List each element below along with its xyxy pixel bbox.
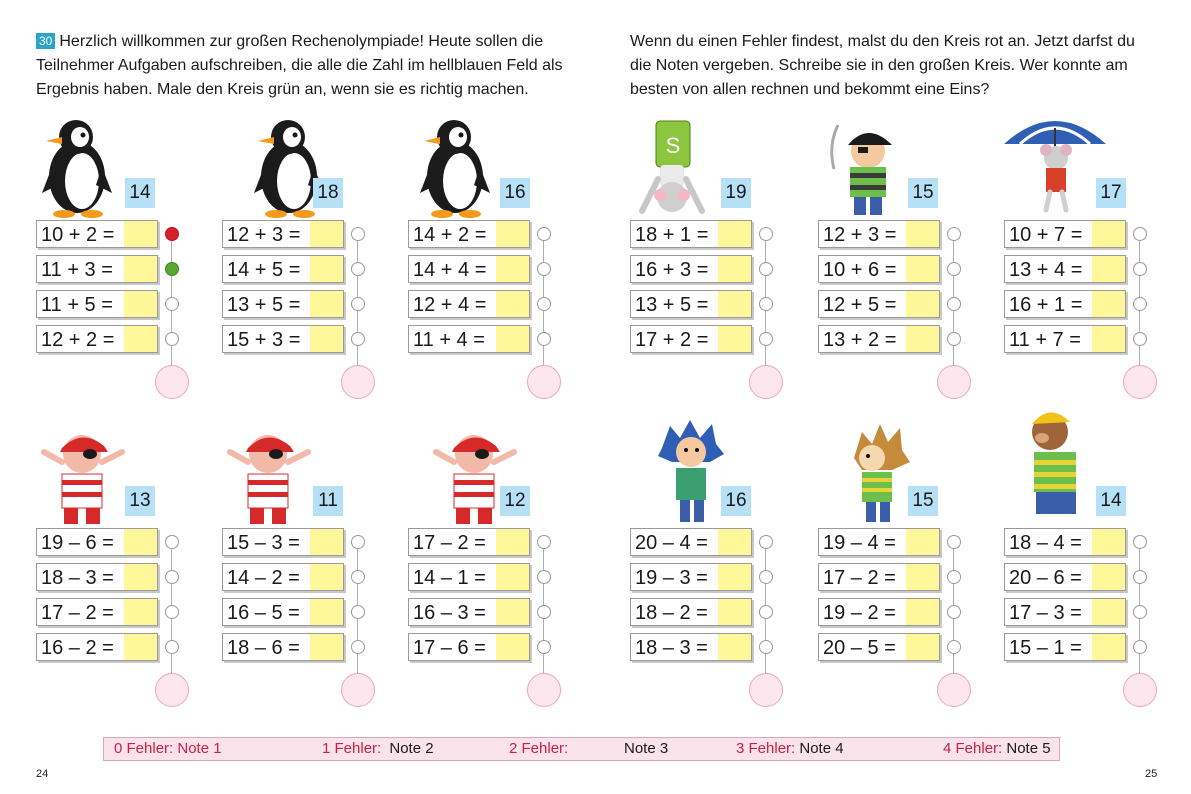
answer-field[interactable]	[310, 634, 343, 660]
penguin-icon	[248, 115, 330, 225]
answer-field[interactable]	[1092, 634, 1125, 660]
check-circle-empty[interactable]	[537, 297, 551, 311]
equation-text: 18 – 3 =	[41, 567, 114, 589]
answer-field[interactable]	[496, 634, 529, 660]
task-number-badge: 30	[36, 33, 55, 49]
equation-row	[1004, 255, 1126, 283]
equation-row	[818, 325, 940, 353]
answer-field[interactable]	[496, 291, 529, 317]
equation-text: 16 – 3 =	[413, 602, 486, 624]
equation-text: 11 + 3 =	[41, 259, 113, 281]
check-circle-empty[interactable]	[537, 640, 551, 654]
target-number: 15	[908, 178, 938, 208]
check-circle-empty[interactable]	[947, 297, 961, 311]
check-circle-empty[interactable]	[351, 297, 365, 311]
answer-field[interactable]	[718, 256, 751, 282]
equation-row	[36, 563, 158, 591]
check-circle-empty[interactable]	[947, 332, 961, 346]
grade-circle[interactable]	[155, 365, 189, 399]
equation-row	[222, 528, 344, 556]
equation-text: 13 + 4 =	[1009, 259, 1083, 281]
pirate-boy-icon	[818, 115, 910, 225]
answer-field[interactable]	[124, 291, 157, 317]
equation-row	[818, 633, 940, 661]
equation-row	[408, 290, 530, 318]
equation-text: 14 – 1 =	[413, 567, 486, 589]
equation-row	[630, 220, 752, 248]
check-circle-empty[interactable]	[165, 640, 179, 654]
mouse-handstand-icon	[630, 115, 712, 225]
equation-row	[1004, 563, 1126, 591]
answer-field[interactable]	[310, 221, 343, 247]
answer-field[interactable]	[124, 634, 157, 660]
equation-text: 10 + 2 =	[41, 224, 115, 246]
equation-text: 16 – 2 =	[41, 637, 114, 659]
check-circle-empty[interactable]	[1133, 570, 1147, 584]
equation-text: 18 + 1 =	[635, 224, 709, 246]
equation-text: 14 + 4 =	[413, 259, 487, 281]
target-number: 12	[500, 486, 530, 516]
check-circle-empty[interactable]	[759, 605, 773, 619]
grade-circle[interactable]	[1123, 365, 1157, 399]
check-circle-empty[interactable]	[351, 262, 365, 276]
check-circle-empty[interactable]	[759, 640, 773, 654]
equation-text: 18 – 2 =	[635, 602, 708, 624]
check-circle-empty[interactable]	[759, 262, 773, 276]
answer-field[interactable]	[124, 599, 157, 625]
target-number: 18	[313, 178, 343, 208]
check-circle-empty[interactable]	[947, 570, 961, 584]
equation-row	[222, 598, 344, 626]
equation-row	[1004, 633, 1126, 661]
grade-2-value: Note 3	[624, 740, 669, 757]
answer-field[interactable]	[718, 599, 751, 625]
target-number: 11	[313, 486, 343, 516]
check-circle-empty[interactable]	[947, 640, 961, 654]
equation-row	[36, 325, 158, 353]
check-circle-empty[interactable]	[351, 570, 365, 584]
check-circle-empty[interactable]	[947, 605, 961, 619]
penguin-icon	[36, 115, 118, 225]
check-circle-empty[interactable]	[537, 227, 551, 241]
equation-row	[818, 563, 940, 591]
equation-text: 17 – 3 =	[1009, 602, 1082, 624]
grade-circle[interactable]	[749, 673, 783, 707]
equation-row	[36, 598, 158, 626]
grade-circle[interactable]	[341, 365, 375, 399]
answer-field[interactable]	[310, 564, 343, 590]
check-circle-empty[interactable]	[1133, 332, 1147, 346]
grade-circle[interactable]	[1123, 673, 1157, 707]
check-circle-empty[interactable]	[351, 605, 365, 619]
answer-field[interactable]	[1092, 529, 1125, 555]
answer-field[interactable]	[718, 529, 751, 555]
check-circle-empty[interactable]	[351, 227, 365, 241]
equation-text: 16 + 1 =	[1009, 294, 1083, 316]
equation-text: 18 – 6 =	[227, 637, 300, 659]
equation-text: 15 – 1 =	[1009, 637, 1082, 659]
answer-field[interactable]	[906, 529, 939, 555]
equation-text: 17 – 6 =	[413, 637, 486, 659]
check-circle-empty[interactable]	[947, 227, 961, 241]
grade-3: 3 Fehler: Note 4	[736, 740, 844, 757]
equation-row	[630, 563, 752, 591]
check-circle-empty[interactable]	[1133, 227, 1147, 241]
equation-row	[222, 325, 344, 353]
check-circle-empty[interactable]	[759, 297, 773, 311]
equation-row	[630, 255, 752, 283]
answer-field[interactable]	[1092, 599, 1125, 625]
equation-row	[408, 528, 530, 556]
equation-row	[36, 220, 158, 248]
equation-row	[630, 528, 752, 556]
intro-left-text: Herzlich willkommen zur großen Rechenolympiade! Heute sollen die Teilnehmer Aufgaben aufschreiben, die alle die Zahl im hellblauen Feld als Ergebnis haben. Male den Kreis grün an, wenn sie es richtig machen.	[36, 33, 563, 98]
answer-field[interactable]	[906, 564, 939, 590]
equation-row	[408, 255, 530, 283]
answer-field[interactable]	[906, 599, 939, 625]
answer-field[interactable]	[906, 634, 939, 660]
hedgehog-girl-icon	[650, 418, 732, 533]
equation-text: 15 + 3 =	[227, 329, 301, 351]
equation-text: 13 + 5 =	[635, 294, 709, 316]
check-circle-empty[interactable]	[947, 535, 961, 549]
equation-text: 11 + 5 =	[41, 294, 113, 316]
equation-row	[408, 220, 530, 248]
page-number-right: 25	[1145, 768, 1158, 780]
target-number: 14	[1096, 486, 1126, 516]
target-number: 17	[1096, 178, 1126, 208]
check-circle-empty[interactable]	[537, 535, 551, 549]
answer-field[interactable]	[124, 529, 157, 555]
equation-row	[630, 290, 752, 318]
equation-row	[408, 633, 530, 661]
check-circle-green[interactable]	[165, 262, 179, 276]
equation-row	[36, 255, 158, 283]
bear-icon	[1014, 404, 1096, 529]
check-circle-empty[interactable]	[537, 332, 551, 346]
pirate-pig-icon	[218, 422, 318, 532]
check-circle-empty[interactable]	[165, 535, 179, 549]
target-number: 14	[125, 178, 155, 208]
target-number: 16	[500, 178, 530, 208]
check-circle-empty[interactable]	[759, 535, 773, 549]
intro-text-left	[36, 30, 576, 102]
grading-bar	[103, 737, 1060, 761]
check-circle-empty[interactable]	[1133, 640, 1147, 654]
equation-row	[1004, 325, 1126, 353]
target-number: 19	[721, 178, 751, 208]
check-circle-empty[interactable]	[759, 227, 773, 241]
answer-field[interactable]	[1092, 326, 1125, 352]
check-circle-empty[interactable]	[165, 570, 179, 584]
check-circle-red[interactable]	[165, 227, 179, 241]
answer-field[interactable]	[906, 326, 939, 352]
grade-circle[interactable]	[937, 673, 971, 707]
check-circle-empty[interactable]	[351, 332, 365, 346]
check-circle-empty[interactable]	[759, 570, 773, 584]
answer-field[interactable]	[906, 221, 939, 247]
equation-text: 12 + 4 =	[413, 294, 487, 316]
target-number: 13	[125, 486, 155, 516]
equation-row	[1004, 598, 1126, 626]
equation-text: 12 + 5 =	[823, 294, 897, 316]
grade-1: 1 Fehler: Note 2	[322, 740, 434, 757]
check-circle-empty[interactable]	[537, 605, 551, 619]
answer-field[interactable]	[310, 326, 343, 352]
equation-text: 13 + 2 =	[823, 329, 897, 351]
svg-text:S: S	[665, 133, 681, 158]
check-circle-empty[interactable]	[1133, 605, 1147, 619]
equation-text: 16 + 3 =	[635, 259, 709, 281]
mouse-umbrella-icon	[1000, 108, 1110, 218]
equation-text: 20 – 5 =	[823, 637, 896, 659]
equation-row	[1004, 220, 1126, 248]
answer-field[interactable]	[310, 291, 343, 317]
answer-field[interactable]	[496, 221, 529, 247]
answer-field[interactable]	[496, 599, 529, 625]
answer-field[interactable]	[906, 291, 939, 317]
answer-field[interactable]	[124, 221, 157, 247]
intro-text-right: Wenn du einen Fehler findest, malst du den Kreis rot an. Jetzt darfst du die Noten vergeben. Schreibe sie in den großen Kreis. Wer konnte am besten von allen rechnen und bekommt eine Eins?	[630, 33, 1135, 98]
check-circle-empty[interactable]	[947, 262, 961, 276]
equation-text: 18 – 4 =	[1009, 532, 1082, 554]
answer-field[interactable]	[496, 326, 529, 352]
equation-text: 10 + 6 =	[823, 259, 897, 281]
answer-field[interactable]	[124, 564, 157, 590]
answer-field[interactable]	[718, 221, 751, 247]
target-number: 15	[908, 486, 938, 516]
equation-text: 12 + 3 =	[227, 224, 301, 246]
check-circle-empty[interactable]	[1133, 262, 1147, 276]
equation-row	[408, 598, 530, 626]
answer-field[interactable]	[124, 326, 157, 352]
answer-field[interactable]	[1092, 256, 1125, 282]
answer-field[interactable]	[310, 256, 343, 282]
equation-row	[36, 633, 158, 661]
equation-text: 10 + 7 =	[1009, 224, 1083, 246]
grade-4: 4 Fehler: Note 5	[943, 740, 1051, 757]
equation-text: 13 + 5 =	[227, 294, 301, 316]
equation-text: 14 + 5 =	[227, 259, 301, 281]
page-number-left: 24	[36, 768, 49, 780]
check-circle-empty[interactable]	[351, 535, 365, 549]
equation-text: 12 + 2 =	[41, 329, 115, 351]
answer-field[interactable]	[496, 256, 529, 282]
equation-row	[222, 220, 344, 248]
check-circle-empty[interactable]	[537, 262, 551, 276]
equation-row	[408, 325, 530, 353]
equation-row	[818, 528, 940, 556]
grade-2-key: 2 Fehler:	[509, 740, 569, 757]
answer-field[interactable]	[906, 256, 939, 282]
equation-row	[36, 528, 158, 556]
equation-row	[222, 255, 344, 283]
answer-field[interactable]	[124, 256, 157, 282]
answer-field[interactable]	[1092, 564, 1125, 590]
check-circle-empty[interactable]	[1133, 535, 1147, 549]
grade-circle[interactable]	[341, 673, 375, 707]
answer-field[interactable]	[1092, 221, 1125, 247]
equation-row	[818, 290, 940, 318]
equation-row	[222, 633, 344, 661]
check-circle-empty[interactable]	[165, 605, 179, 619]
check-circle-empty[interactable]	[759, 332, 773, 346]
equation-row	[222, 563, 344, 591]
answer-field[interactable]	[496, 564, 529, 590]
answer-field[interactable]	[718, 564, 751, 590]
equation-row	[818, 598, 940, 626]
equation-row	[818, 255, 940, 283]
equation-row	[630, 598, 752, 626]
equation-text: 12 + 3 =	[823, 224, 897, 246]
equation-row	[408, 563, 530, 591]
equation-row	[1004, 528, 1126, 556]
equation-text: 19 – 2 =	[823, 602, 896, 624]
equation-text: 11 + 7 =	[1009, 329, 1081, 351]
check-circle-empty[interactable]	[537, 570, 551, 584]
check-circle-empty[interactable]	[1133, 297, 1147, 311]
equation-text: 14 + 2 =	[413, 224, 487, 246]
answer-field[interactable]	[718, 326, 751, 352]
equation-text: 20 – 6 =	[1009, 567, 1082, 589]
equation-row	[1004, 290, 1126, 318]
equation-text: 17 – 2 =	[413, 532, 486, 554]
check-circle-empty[interactable]	[351, 640, 365, 654]
equation-text: 11 + 4 =	[413, 329, 485, 351]
grade-circle[interactable]	[527, 673, 561, 707]
grade-circle[interactable]	[749, 365, 783, 399]
pirate-pig-icon	[32, 422, 132, 532]
answer-field[interactable]	[718, 291, 751, 317]
check-circle-empty[interactable]	[165, 332, 179, 346]
grade-circle[interactable]	[937, 365, 971, 399]
equation-text: 17 – 2 =	[41, 602, 114, 624]
target-number: 16	[721, 486, 751, 516]
answer-field[interactable]	[1092, 291, 1125, 317]
equation-text: 16 – 5 =	[227, 602, 300, 624]
equation-text: 18 – 3 =	[635, 637, 708, 659]
equation-row	[222, 290, 344, 318]
equation-text: 15 – 3 =	[227, 532, 300, 554]
answer-field[interactable]	[310, 529, 343, 555]
equation-text: 17 – 2 =	[823, 567, 896, 589]
penguin-icon	[414, 115, 496, 225]
equation-text: 19 – 3 =	[635, 567, 708, 589]
equation-row	[630, 633, 752, 661]
answer-field[interactable]	[718, 634, 751, 660]
check-circle-empty[interactable]	[165, 297, 179, 311]
grade-circle[interactable]	[155, 673, 189, 707]
equation-text: 20 – 4 =	[635, 532, 708, 554]
equation-row	[818, 220, 940, 248]
grade-circle[interactable]	[527, 365, 561, 399]
answer-field[interactable]	[310, 599, 343, 625]
equation-row	[630, 325, 752, 353]
answer-field[interactable]	[496, 529, 529, 555]
equation-row	[36, 290, 158, 318]
equation-text: 14 – 2 =	[227, 567, 300, 589]
equation-text: 19 – 4 =	[823, 532, 896, 554]
grade-0: 0 Fehler: Note 1	[114, 740, 222, 757]
equation-text: 19 – 6 =	[41, 532, 114, 554]
equation-text: 17 + 2 =	[635, 329, 709, 351]
